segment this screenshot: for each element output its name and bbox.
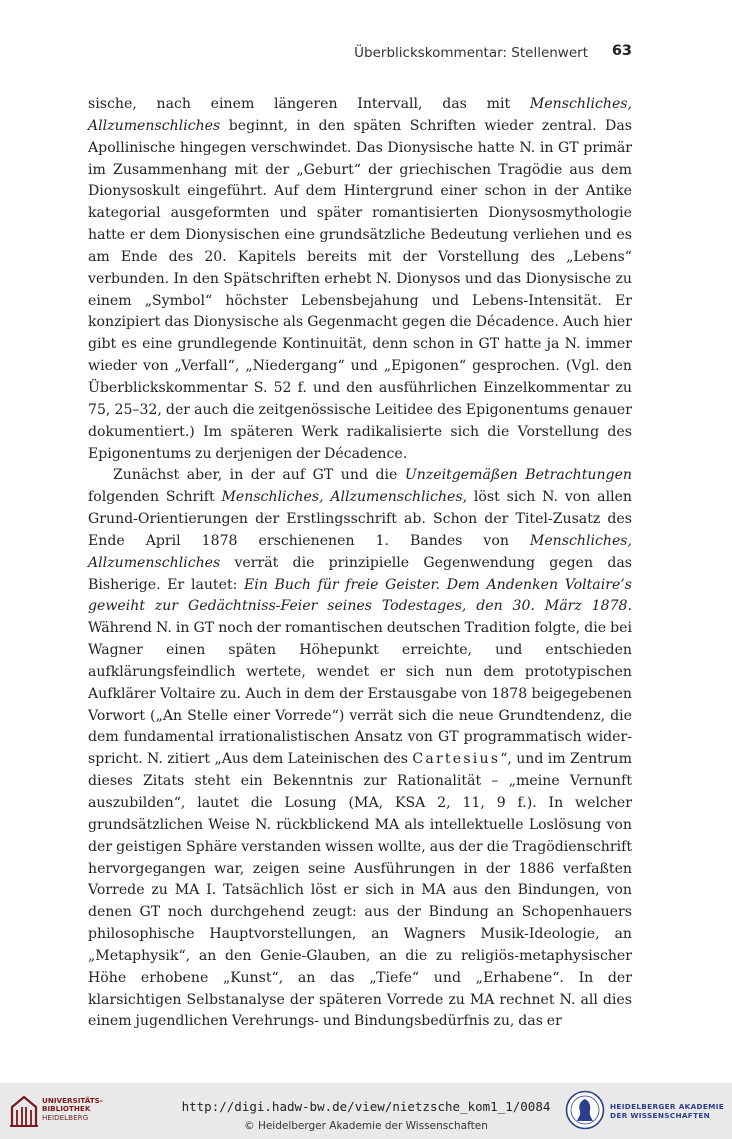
book-title: Unzeitgemäßen Betrachtungen — [404, 467, 632, 484]
paragraph-2 — [88, 465, 632, 1033]
text-run: . Während N. in GT noch der romantischen deutschen Tradition folgte, die bei Wagner einen späten Höhepunkt erreichte, und entschieden aufklärungsfeindlich wertete, wendet er sich nun dem prototypischen Aufklärer Voltaire zu. Auch in dem der Erstausgabe von 1878 beigegebenen Vorwort („An Stelle einer Vorrede“) verrät sich die neue Grundtendenz, die dem fundamental irrationalistischen Ansatz von GT programmatisch widerspricht. N. zitiert „Aus dem Lateinischen des — [88, 598, 632, 768]
footer-bar — [0, 1083, 732, 1139]
subtitle-quote: Ein Buch für freie Geister. Dem Andenken Voltaire’s geweiht zur Gedächtniss-Feier seines Todestages, den 30. März 1878 — [88, 576, 632, 615]
body-text — [88, 94, 632, 1033]
book-title: Menschliches, Allzumenschliches — [88, 532, 632, 571]
text-run: verrät die prinzipielle Gegenwendung gegen das Bisherige. Er lautet: — [88, 554, 632, 593]
text-run: “, und im Zentrum dieses Zitats steht ein Bekenntnis zur Rationalität – „meine Vernunft auszubilden“, lautet die Losung (MA, KSA 2, 11, 9 f.). In welcher grundsätzlichen Weise N. rückblickend MA als intellektuelle Loslösung von der geistigen Sphäre verstanden wissen wollte, aus der die Tragödienschrift hervorgegangen war, zeigen seine Ausführungen in der 1886 verfaßten Vorrede zu MA I. Tatsächlich löst er sich in MA aus den Bindungen, von denen GT noch durchgehend zeugt: aus der Bindung an Schopenhauers philosophische Hauptvorstellungen, an Wagners Musik-Ideologie, an „Metaphysik“, an den Genie-Glauben, an die zu religiös-metaphysischer Höhe erhobene „Kunst“, an das „Tiefe“ und „Erhabene“. In der klarsichtigen Selbstanalyse der späteren Vorrede zu MA rechnet N. all dies einem jugendlichen Verehrungs- und Bindungsbedürfnis zu, das er — [88, 751, 632, 1030]
ub-line-3: HEIDELBERG — [42, 1112, 89, 1122]
text-run: Zunächst aber, in der auf GT und die — [113, 467, 405, 484]
hadw-line-1: HEIDELBERGER AKADEMIE — [610, 1102, 725, 1111]
ub-line-1: UNIVERSITÄTS- — [42, 1096, 103, 1105]
text-run: sische, nach einem längeren Intervall, das mit — [88, 96, 530, 112]
spaced-name: Cartesius — [412, 751, 501, 768]
hadw-line-2: DER WISSENSCHAFTEN — [610, 1111, 711, 1120]
academy-seal-icon — [565, 1090, 605, 1130]
book-title: Menschliches, Allzumenschliches — [221, 489, 463, 506]
permalink-url[interactable]: http://digi.hadw-bw.de/view/nietzsche_kom1_1/0084 — [181, 1099, 551, 1114]
book-title: Menschliches, Allzumenschliches — [88, 96, 632, 134]
ub-line-2: BIBLIOTHEK — [42, 1104, 91, 1114]
text-run: folgenden Schrift — [88, 489, 222, 506]
paragraph-1 — [88, 94, 632, 465]
page-number: 63 — [611, 43, 632, 59]
academy-name — [610, 1102, 724, 1120]
running-head — [88, 42, 632, 62]
running-title: Überblickskommentar: Stellenwert — [354, 45, 588, 61]
text-run: beginnt, in den späten Schriften wieder zentral. Das Apollinische hingegen verschwindet. Das Dionysische hatte N. in GT primär im Zusammenhang mit der „Geburt“ der griechischen Tragödie aus dem Dionysoskult eingeführt. Auf dem Hintergrund einer schon in der Antike kategorial ausgeformten und später romantisierten Dionysosmythologie hatte er dem Dionysischen eine grundsätzliche Bedeutung verliehen und es am Ende des 20. Kapitels bereits mit der Vorstellung des „Lebens“ verbunden. In den Spätschriften erhebt N. Dionysos und das Dionysische zu einem „Symbol“ höchster Lebensbejahung und Lebens-Intensität. Er konzipiert das Dionysische als Gegenmacht gegen die Décadence. Auch hier gibt es eine grundlegende Kontinuität, denn schon in GT hatte ja N. immer wieder von „Verfall“, „Niedergang“ und „Epigonen“ gesprochen. (Vgl. den Überblickskommentar S. 52 f. und den ausführlichen Einzelkommentar zu 75, 25–32, der auch die zeitgenössische Leitidee des Epigonentums genauer dokumentiert.) Im späteren Werk radikalisierte sich die Vorstellung des Epigonentums zu derjenigen der Décadence. — [88, 117, 632, 462]
text-run: , löst sich N. von allen Grund-Orientierungen der Erstlingsschrift ab. Schon der Titel-Zusatz des Ende April 1878 erschienenen 1. Bandes von — [88, 489, 632, 549]
copyright-notice: © Heidelberger Akademie der Wissenschaften — [244, 1120, 488, 1132]
